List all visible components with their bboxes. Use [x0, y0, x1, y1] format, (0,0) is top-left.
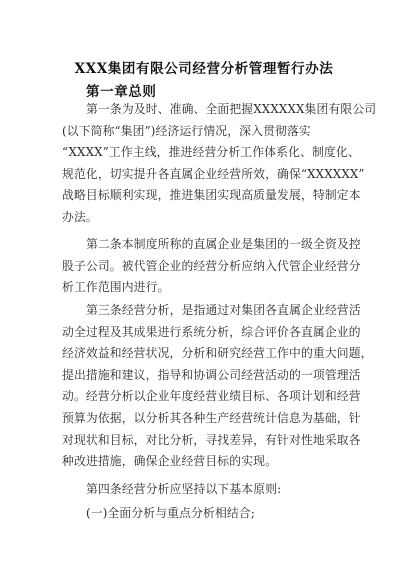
text-line: 动。经营分析以企业年度经营业绩目标、各项计划和经营 [62, 389, 361, 404]
text-line: 第一条为及时、准确、全面把握XXXXXX集团有限公司 [86, 102, 377, 116]
chapter-heading: 第一章总则 [86, 84, 157, 100]
text-line: 提出措施和建议，指导和协调公司经营活动的一项管理活 [62, 367, 361, 382]
text-line: (一)全面分析与重点分析相结合; [86, 506, 255, 520]
principle-1-paragraph [62, 503, 354, 525]
text-line: 股子公司。被代管企业的经营分析应纳入代管企业经营分 [62, 258, 361, 273]
text-line: 预算为依据，以分析其各种生产经营统计信息为基础，针 [62, 410, 361, 425]
text-line: 动全过程及其成果进行系统分析，综合评价各直属企业的 [62, 324, 361, 339]
article-2-paragraph [62, 234, 361, 299]
text-line: 规范化，切实提升各直属企业经营所效，确保“XXXXXX” [62, 166, 365, 181]
article-4-paragraph [62, 479, 354, 501]
text-line: 第三条经营分析，是指通过对集团各直属企业经营活 [86, 303, 361, 317]
text-line: 战略目标顺利实现，推进集团实现高质量发展，特制定本 [62, 188, 361, 203]
text-line: 析工作范围内进行。 [62, 280, 170, 295]
text-line: “XXXX”工作主线，推进经营分析工作体系化、制度化、 [62, 145, 360, 160]
text-line: 办法。 [62, 209, 98, 224]
article-3-paragraph [62, 300, 373, 473]
text-line: 第二条本制度所称的直属企业是集团的一级全资及控 [86, 237, 361, 251]
text-line: 经济效益和经营状况，分析和研究经营工作中的重大问题， [62, 346, 373, 361]
document-title: XXX集团有限公司经营分析管理暂行办法 [74, 61, 334, 77]
text-line: 种改进措施，确保企业经营目标的实现。 [62, 454, 278, 469]
text-line: 对现状和目标，对比分析，寻找差异，有针对性地采取各 [62, 432, 361, 447]
text-line: (以下简称“集团”)经济运行情况，深入贯彻落实 [62, 123, 311, 138]
text-line: 第四条经营分析应坚持以下基本原则: [86, 482, 282, 496]
article-1-paragraph [62, 99, 377, 229]
